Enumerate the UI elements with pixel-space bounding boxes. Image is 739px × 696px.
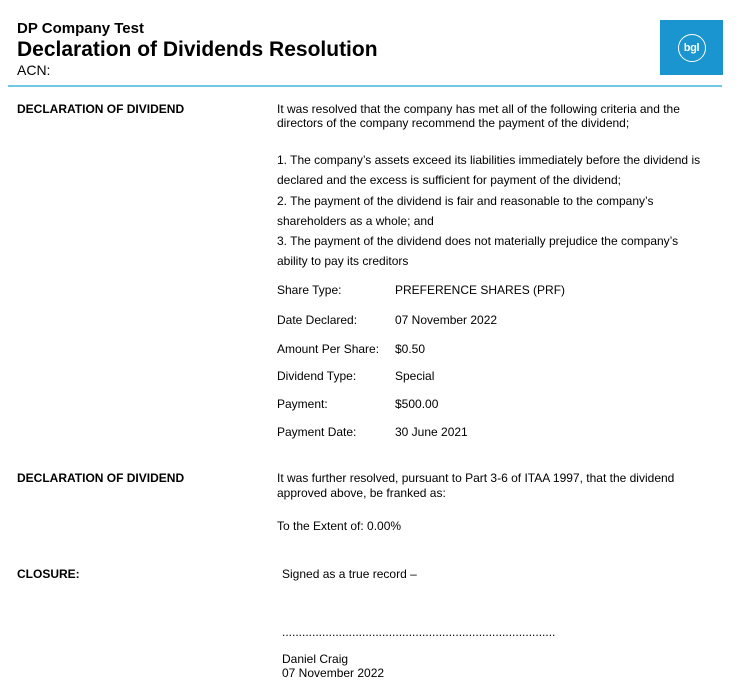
section-label-closure: CLOSURE: <box>17 567 80 581</box>
date-declared-value: 07 November 2022 <box>395 313 498 327</box>
payment-date-value: 30 June 2021 <box>395 425 468 439</box>
signature-line: .................................................................................. <box>282 625 556 639</box>
payment-label: Payment: <box>277 397 328 411</box>
date-declared-label: Date Declared: <box>277 313 358 327</box>
criteria-list <box>277 150 717 272</box>
header-divider <box>8 85 722 87</box>
bgl-logo-mark: bgl <box>678 34 706 62</box>
section-label-declaration: DECLARATION OF DIVIDEND <box>17 102 185 116</box>
section-label-declaration-franking: DECLARATION OF DIVIDEND <box>17 471 185 485</box>
criteria-line: declared and the excess is sufficient for payment of the dividend; <box>277 173 621 188</box>
criteria-line: 3. The payment of the dividend does not materially prejudice the company’s <box>277 234 679 249</box>
signature-date: 07 November 2022 <box>282 666 385 680</box>
resolution-intro-line2: directors of the company recommend the payment of the dividend; <box>277 116 630 130</box>
payment-date-label: Payment Date: <box>277 425 357 439</box>
criteria-line: shareholders as a whole; and <box>277 213 434 228</box>
share-type-value: PREFERENCE SHARES (PRF) <box>395 283 566 297</box>
dividend-type-value: Special <box>395 369 435 383</box>
payment-value: $500.00 <box>395 397 439 411</box>
acn-label: ACN: <box>17 62 51 78</box>
franking-line2: approved above, be franked as: <box>277 486 446 500</box>
amount-per-share-label: Amount Per Share: <box>277 342 380 356</box>
franking-extent: To the Extent of: 0.00% <box>277 519 402 533</box>
criteria-line: 1. The company’s assets exceed its liabilities immediately before the dividend is <box>277 153 701 167</box>
signed-record-text: Signed as a true record – <box>282 567 417 581</box>
amount-per-share-value: $0.50 <box>395 342 426 356</box>
signatory-name: Daniel Craig <box>282 652 349 666</box>
company-name: DP Company Test <box>17 20 144 37</box>
resolution-intro-line1: It was resolved that the company has met all of the following criteria and the <box>277 102 680 116</box>
share-type-label: Share Type: <box>277 283 342 297</box>
bgl-logo <box>660 20 723 75</box>
criteria-line: ability to pay its creditors <box>277 254 409 269</box>
document-title: Declaration of Dividends Resolution <box>17 38 378 61</box>
dividend-type-label: Dividend Type: <box>277 369 357 383</box>
criteria-line: 2. The payment of the dividend is fair and reasonable to the company’s <box>277 193 654 208</box>
franking-line1: It was further resolved, pursuant to Part 3-6 of ITAA 1997, that the dividend <box>277 471 675 485</box>
